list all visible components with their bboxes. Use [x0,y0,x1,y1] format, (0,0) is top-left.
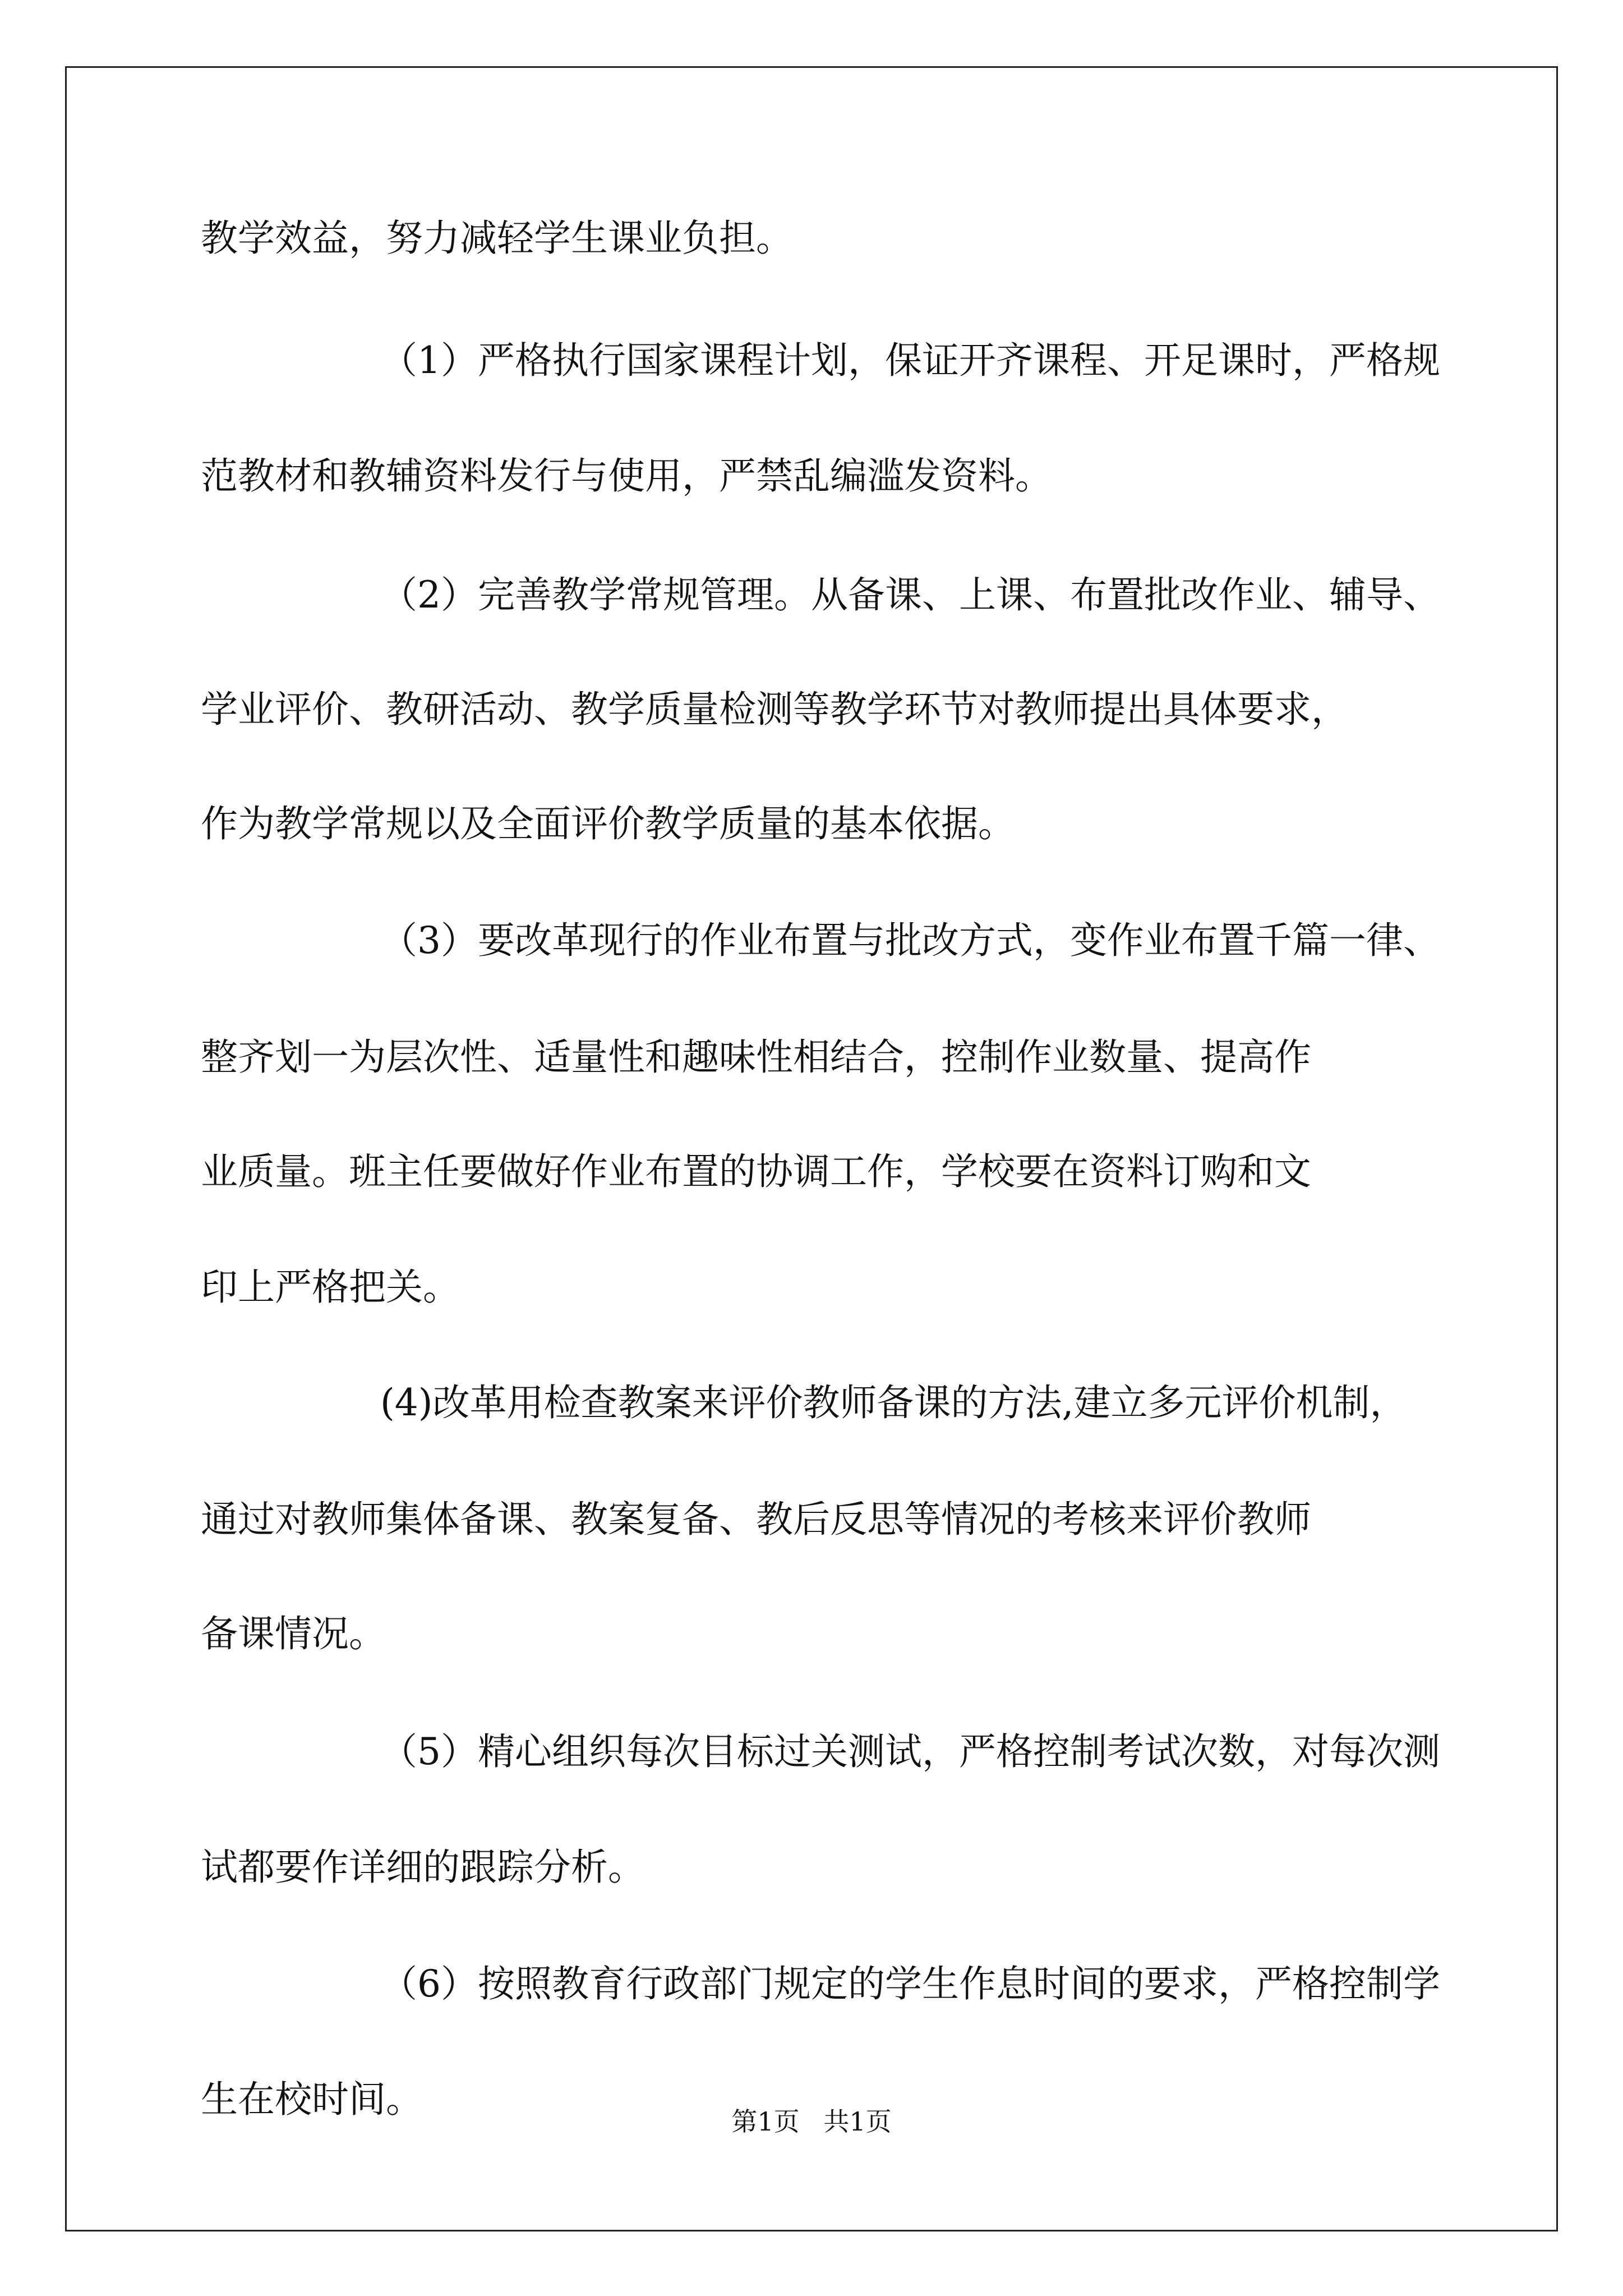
text-line-1: 教学效益，努力减轻学生课业负担。 [201,217,793,260]
text-line-8: 整齐划一为层次性、适量性和趣味性相结合，控制作业数量、提高作 [201,1036,1311,1079]
text-line-11: (4)改革用检查教案来评价教师备课的方法,建立多元评价机制， [380,1381,1407,1424]
text-line-13: 备课情况。 [201,1612,386,1655]
text-line-6: 作为教学常规以及全面评价教学质量的基本依据。 [201,802,1015,845]
text-line-16: （6）按照教育行政部门规定的学生作息时间的要求，严格控制学 [380,1962,1440,2005]
text-line-12: 通过对教师集体备课、教案复备、教后反思等情况的考核来评价教师 [201,1498,1311,1541]
text-line-15: 试都要作详细的跟踪分析。 [201,1846,645,1889]
page-number: 第1页 [731,2106,800,2137]
text-line-7: （3）要改革现行的作业布置与批改方式，变作业布置千篇一律、 [380,919,1440,962]
text-line-14: （5）精心组织每次目标过关测试，严格控制考试次数，对每次测 [380,1730,1440,1773]
text-line-2: （1）严格执行国家课程计划，保证开齐课程、开足课时，严格规 [380,339,1440,382]
page-total: 共1页 [823,2106,892,2137]
text-line-9: 业质量。班主任要做好作业布置的协调工作，学校要在资料订购和文 [201,1150,1311,1193]
text-line-5: 学业评价、教研活动、教学质量检测等教学环节对教师提出具体要求， [201,688,1348,731]
text-line-4: （2）完善教学常规管理。从备课、上课、布置批改作业、辅导、 [380,573,1440,616]
page-footer [0,2105,1623,2138]
text-line-17: 生在校时间。 [201,2078,423,2121]
text-line-3: 范教材和教辅资料发行与使用，严禁乱编滥发资料。 [201,454,1052,498]
text-line-10: 印上严格把关。 [201,1266,460,1309]
